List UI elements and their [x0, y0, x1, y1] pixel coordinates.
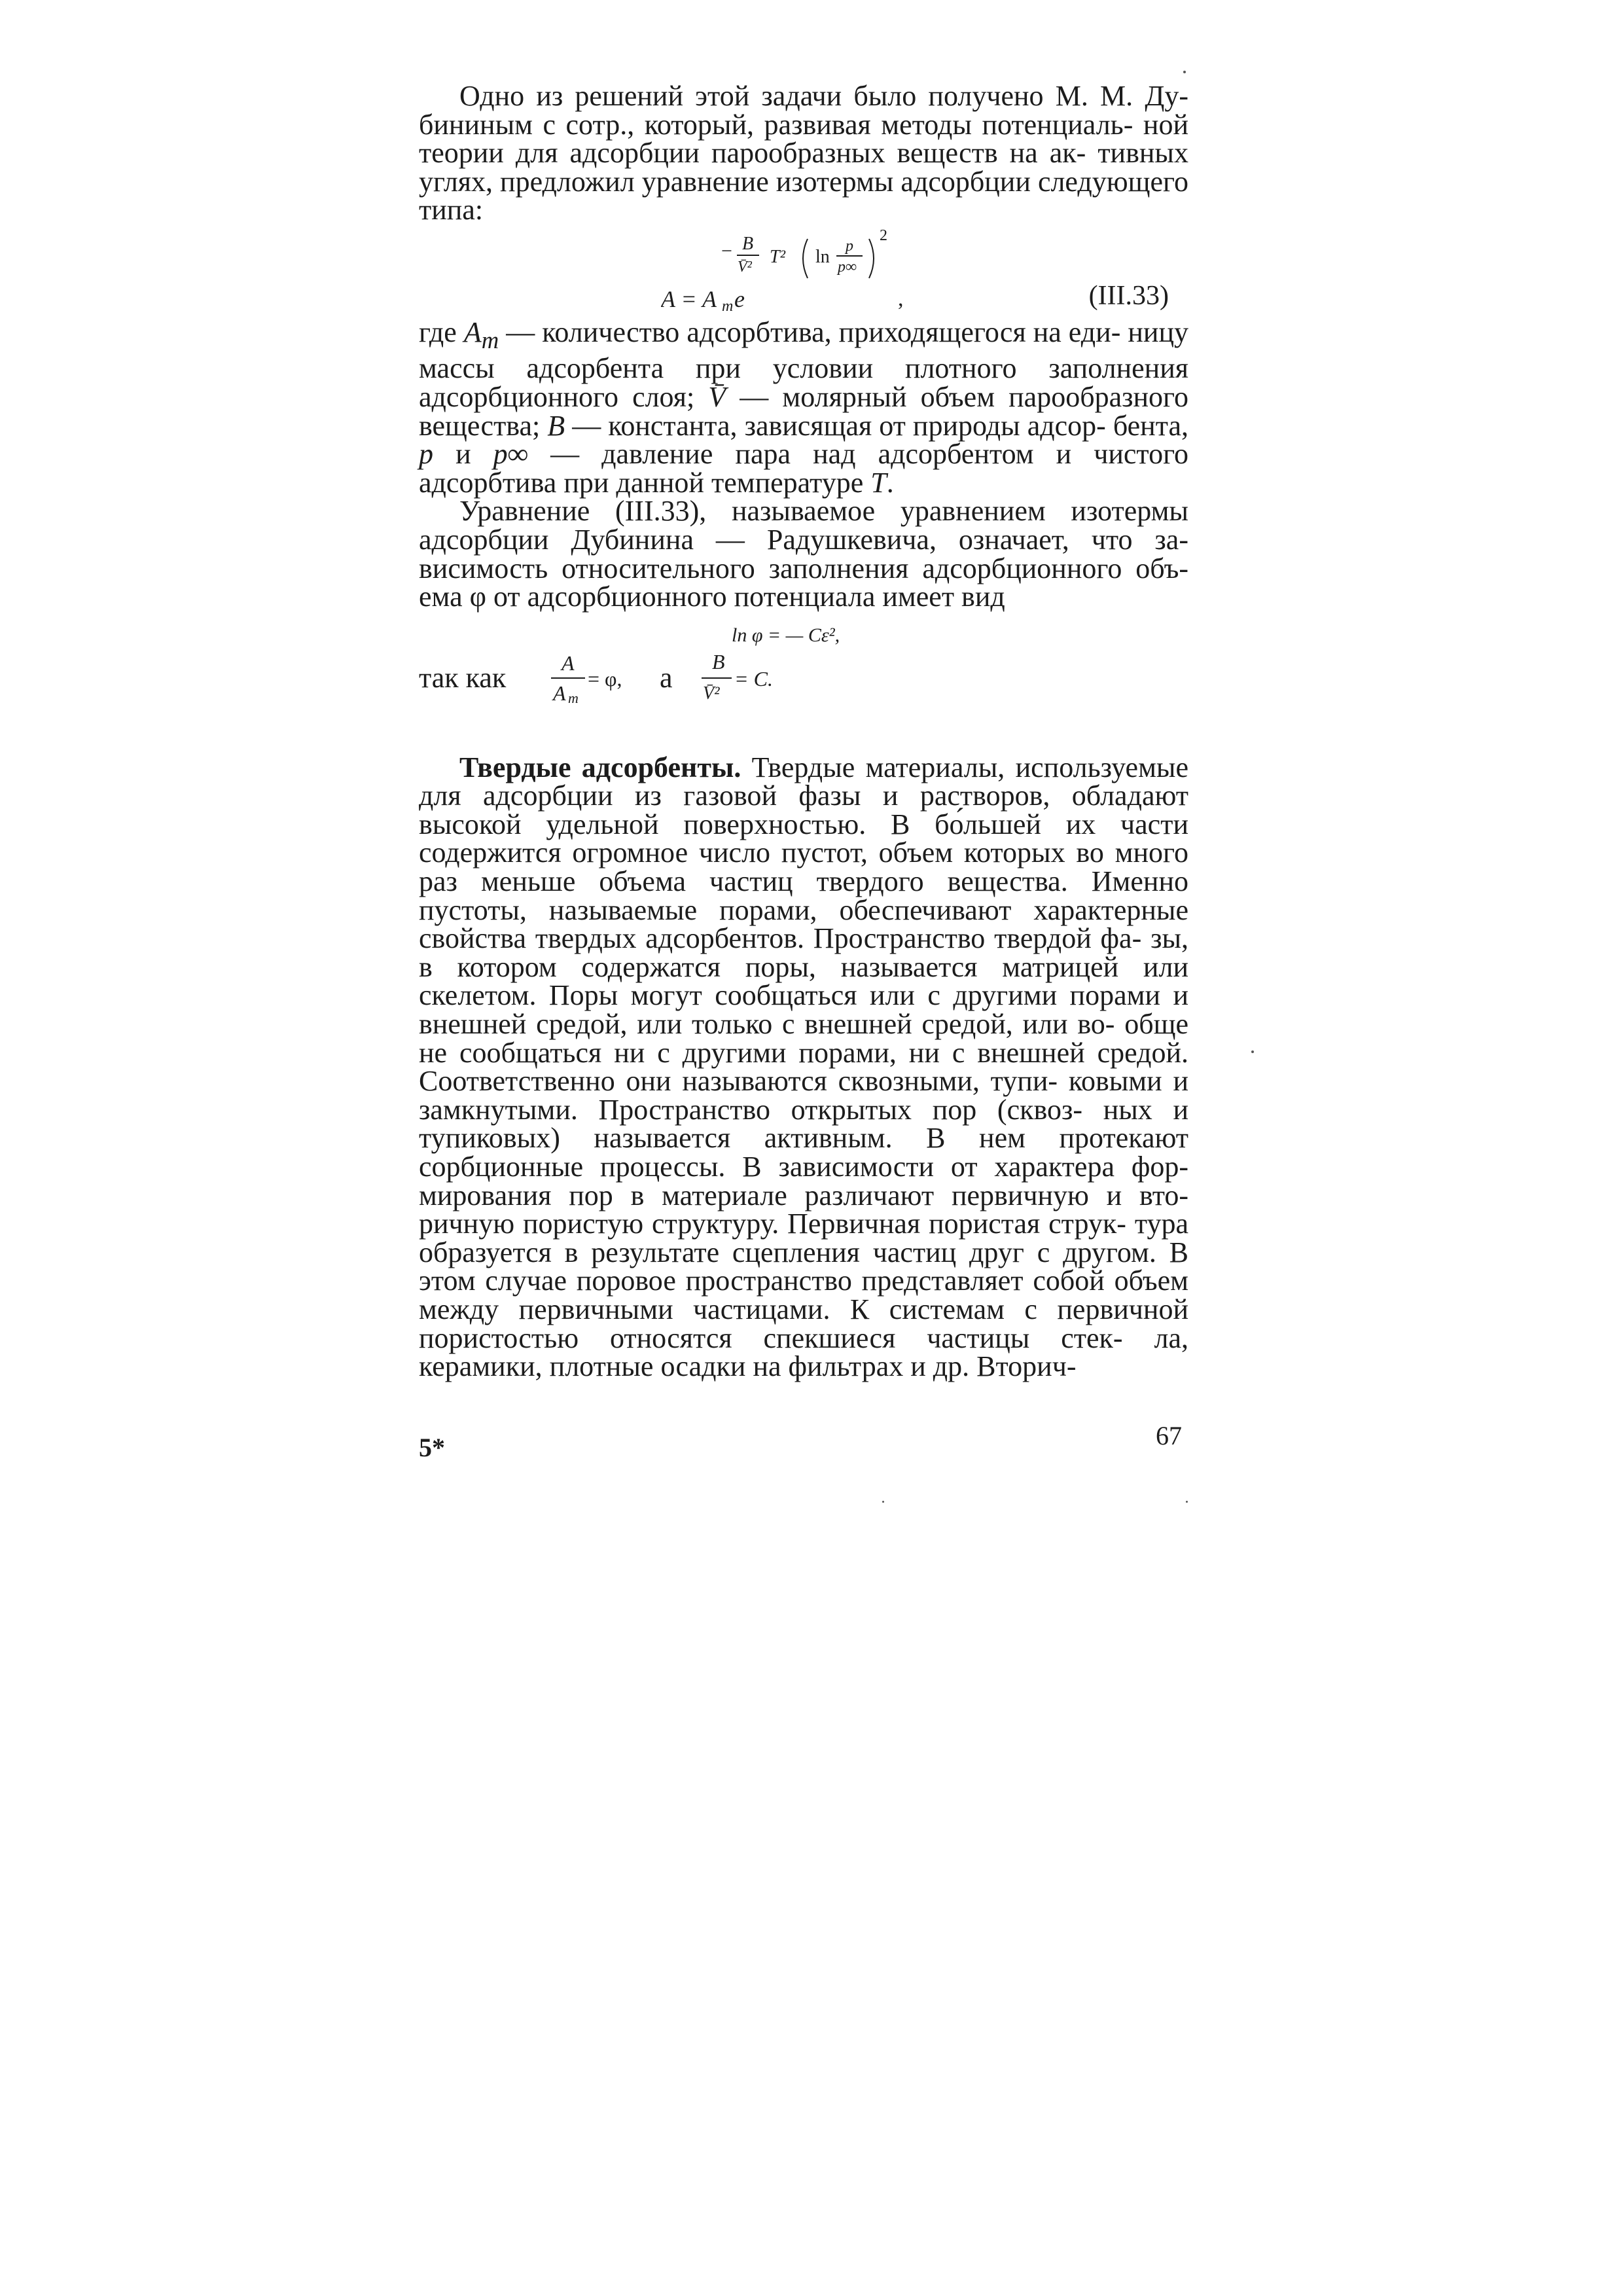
- svg-text:= C.: = C.: [734, 666, 773, 691]
- equation-number: (III.33): [1088, 280, 1169, 311]
- page-number: 67: [1156, 1421, 1182, 1450]
- scan-speck: [1183, 71, 1186, 73]
- svg-text:A: A: [553, 681, 566, 704]
- svg-text:V̄²: V̄²: [703, 683, 720, 704]
- paragraph-dubinin-radushkevich: Уравнение (III.33), называемое уравнением изотермы адсорбции Дубинина — Радушкевича, означает, что за- висимость относительного заполнения адсорбционного объ- ема φ от адсорбционного потенциала имеет вид: [419, 495, 1188, 613]
- svg-text:−: −: [721, 240, 732, 262]
- svg-text:V̄²: V̄²: [738, 258, 752, 276]
- paragraph-dubinin-intro: Одно из решений этой задачи было получено М. М. Ду- бининым с сотр., который, развивая методы потенциаль- ной теории для адсорбции парообразных веществ на ак- тивных углях, предложил уравнение изотермы адсорбции следующего типа:: [419, 80, 1188, 226]
- paragraph-solid-adsorbents: Твердые адсорбенты. Твердые материалы, используемые для адсорбции из газовой фазы и растворов, обладают высокой удельной поверхностью. В бо́льшей их части содержится огромное число пустот, объем которых во много раз меньше объема частиц твердого вещества. Именно пустоты, называемые порами, обеспечивают характерные свойства твердых адсорбентов. Пространство твердой фа- зы, в котором содержатся поры, называется матрицей или скелетом. Поры могут сообщаться или с другими порами и внешней средой, или только с внешней средой, или во- обще не сообщаться ни с другими порами, ни с внешней средой. Соответственно они называются сквозными, тупи- ковыми и замкнутыми. Пространство открытых пор (сквоз- ных и тупиковых) называется активным. В нем протекают сорбционные процессы. В зависимости от характера фор- мирования пор в материале различают первичную и вто- ричную пористую структуру. Первичная пористая струк- тура образуется в результате сцепления частиц друг с другом. В этом случае поровое пространство представляет собой объем между первичными частицами. К системам с первичной пористостью относятся спекшиеся частицы стек- ла, керамики, плотные осадки на фильтрах и др. Вторич-: [419, 751, 1189, 1383]
- svg-text:,: ,: [898, 286, 904, 311]
- equation-iii-33-formula: [661, 224, 975, 313]
- page-footer: [419, 1420, 1188, 1460]
- svg-text:= φ,: = φ,: [588, 666, 622, 691]
- svg-text:p: p: [846, 237, 853, 255]
- scan-speck: [1251, 1050, 1254, 1053]
- svg-text:2: 2: [880, 226, 887, 244]
- svg-text:A: A: [562, 651, 575, 675]
- scan-speck: [1186, 1501, 1188, 1503]
- svg-text:e: e: [734, 285, 745, 312]
- svg-text:так как: так как: [419, 661, 507, 694]
- equation-ln-phi-formula: [419, 615, 1188, 704]
- svg-text:m: m: [568, 689, 579, 704]
- equation-iii-33: [419, 224, 1188, 313]
- section-heading: Твердые адсорбенты.: [459, 751, 741, 783]
- svg-text:T²: T²: [770, 246, 785, 267]
- page-text-column: [419, 82, 1188, 1381]
- svg-text:ln: ln: [815, 246, 830, 267]
- svg-text:а: а: [660, 661, 673, 694]
- svg-text:p∞: p∞: [838, 258, 857, 276]
- paragraph-where-definitions: где $A_m$ — количество адсорбтива, приходящегося на еди- ницу массы адсорбента при условии плотного заполнения адсорбционного слоя; V̄ — молярный объем парообразного вещества; B — константа, зависящая от природы адсор- бента, p и p∞ — давление пара над адсорбентом и чистого адсорбтива при данной температуре T.: [419, 315, 1189, 499]
- svg-text:m: m: [722, 297, 734, 313]
- equation-ln-phi: [419, 615, 1188, 704]
- signature-mark: 5*: [419, 1433, 445, 1462]
- svg-text:B: B: [712, 649, 725, 673]
- svg-text:A = A: A = A: [661, 285, 717, 312]
- svg-text:ln φ = — Cε²,: ln φ = — Cε²,: [732, 624, 840, 646]
- scan-speck: [882, 1501, 884, 1503]
- svg-text:B: B: [742, 233, 754, 254]
